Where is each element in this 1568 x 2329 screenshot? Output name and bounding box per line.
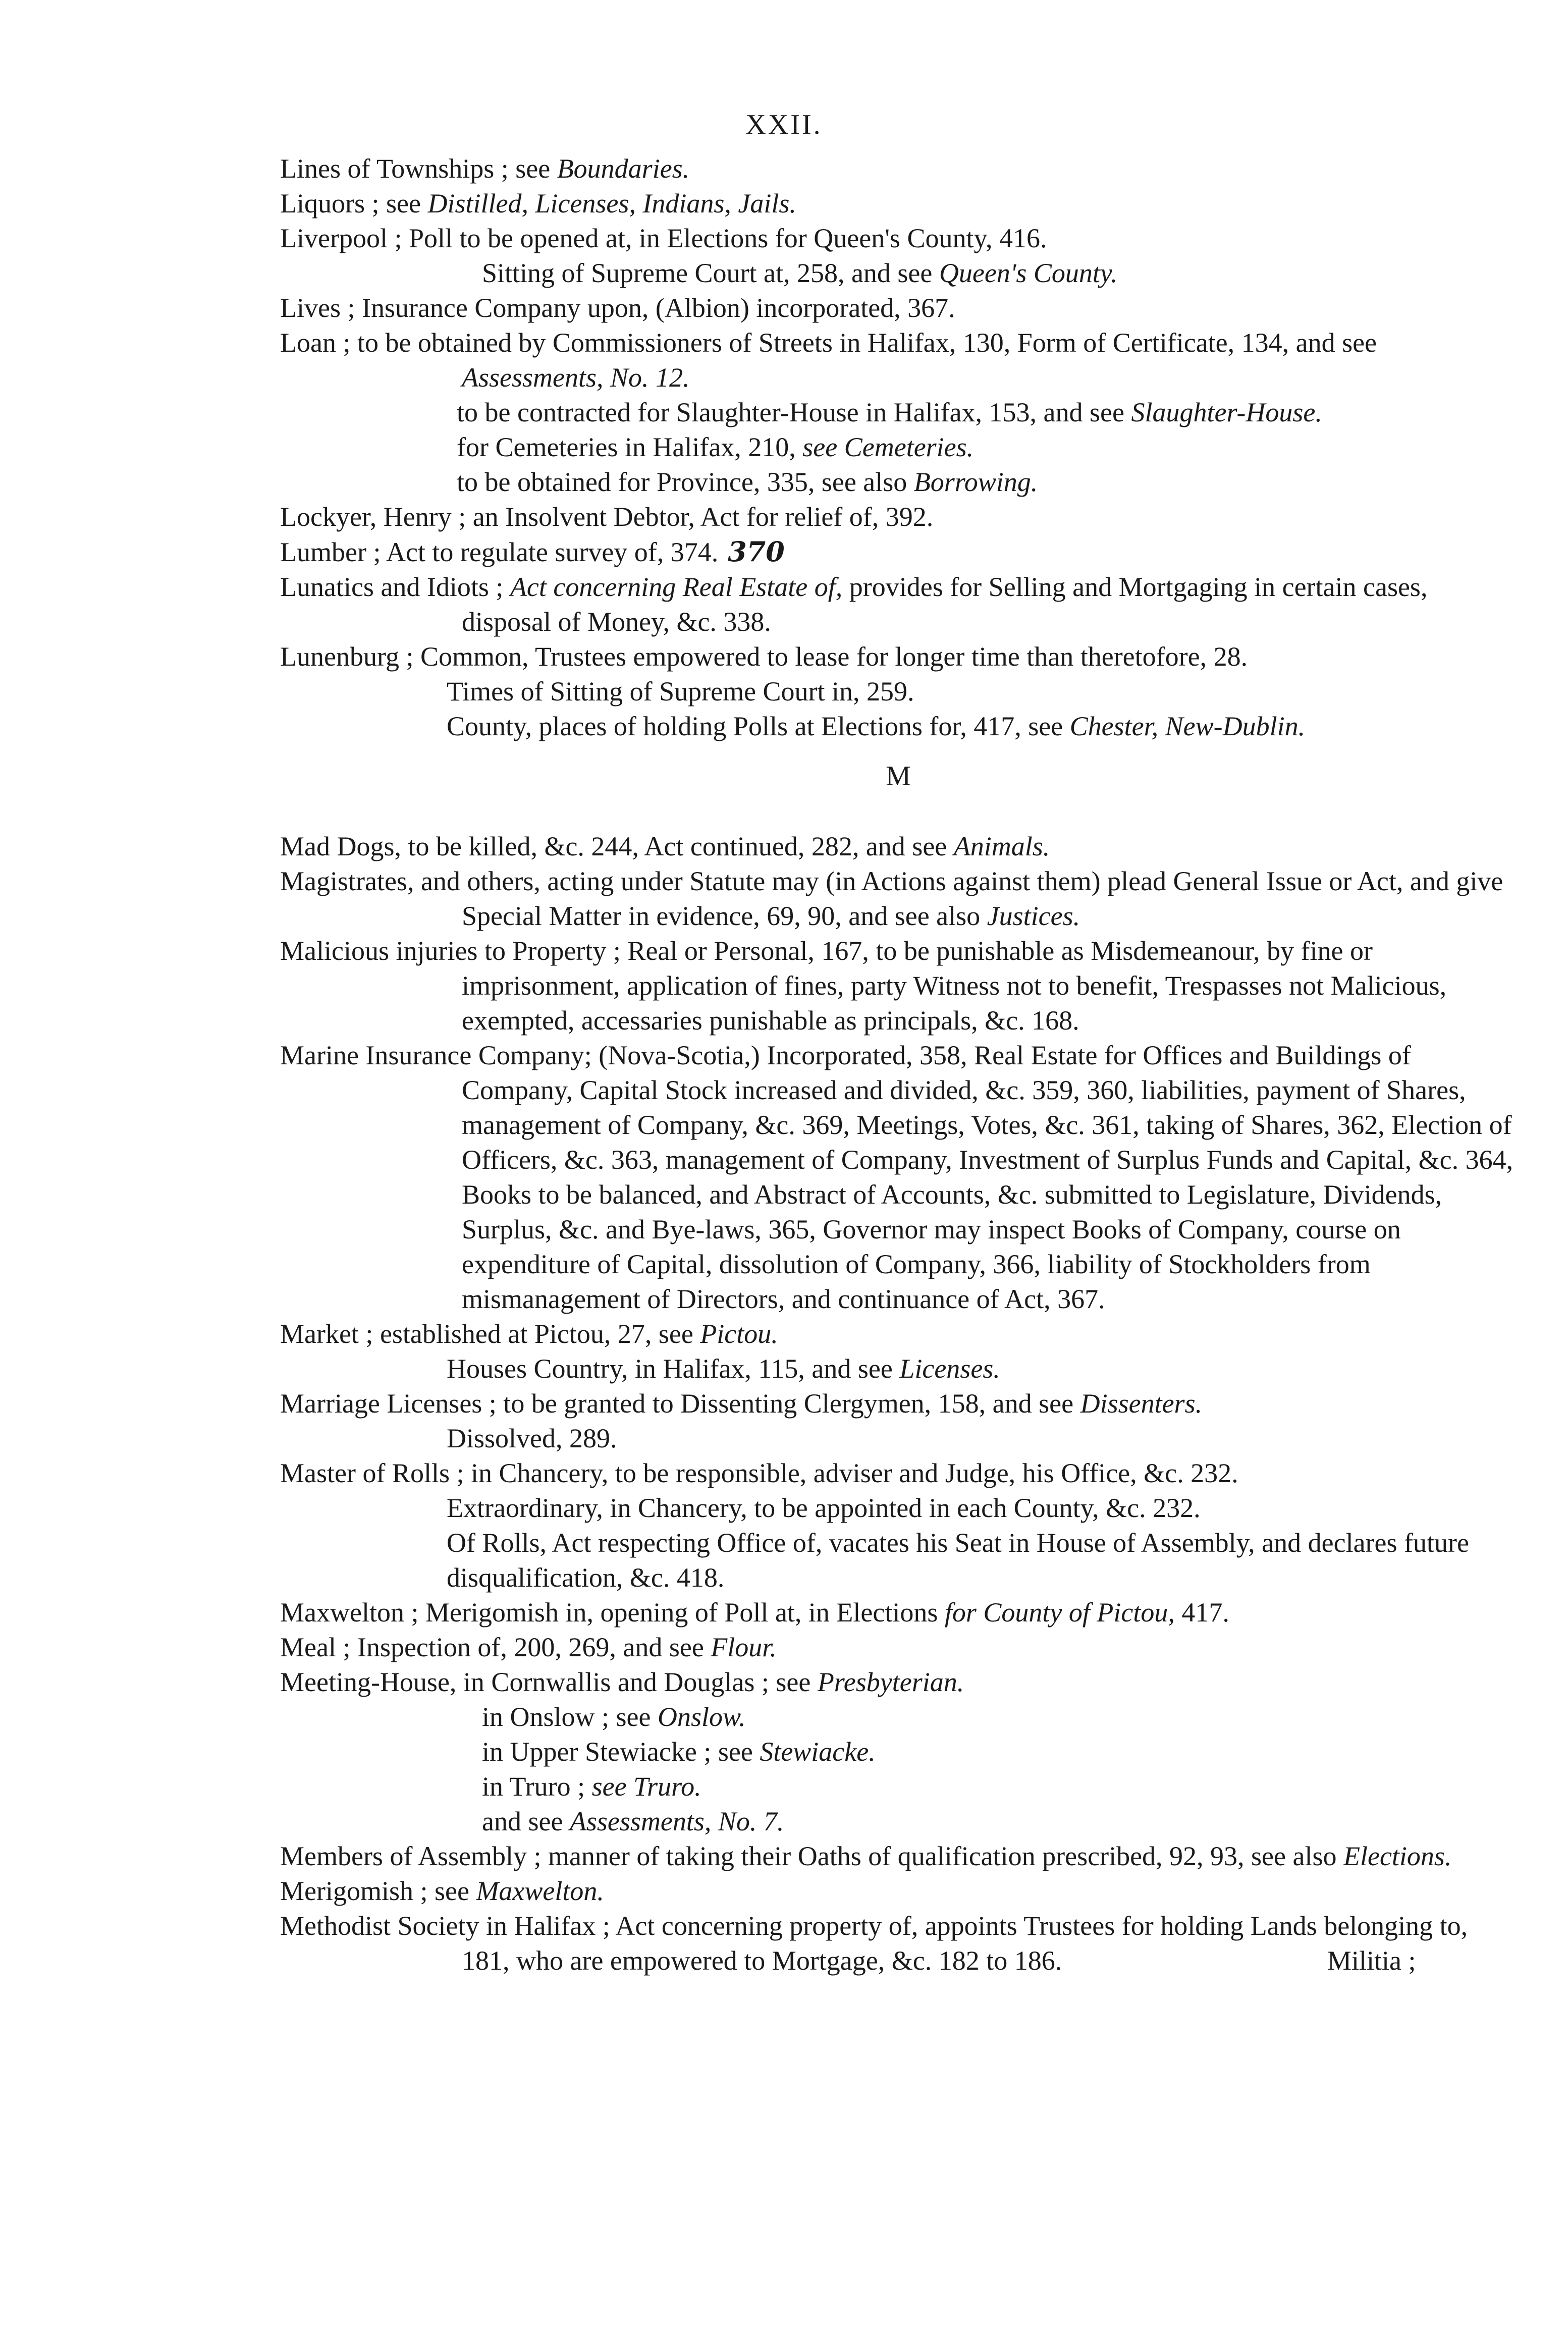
index-entry [280,1386,1517,1421]
entry-cross-reference: Borrowing. [913,467,1038,497]
index-entry [280,534,1517,570]
index-entry [280,1839,1517,1874]
entry-cross-reference: Queen's County. [939,258,1118,288]
entry-cross-reference: Animals. [953,831,1050,861]
entry-cross-reference: Stewiacke. [760,1737,876,1767]
entry-text: Sitting of Supreme Court at, 258, and see [482,258,939,288]
entry-text: Liverpool ; Poll to be opened at, in Elections for Queen's County, 416. [280,223,1047,253]
index-entry [280,256,1517,291]
index-entry [280,1351,1517,1386]
index-entry [280,395,1517,430]
entry-cross-reference: Onslow. [657,1702,746,1732]
index-entry [280,1735,1517,1769]
entry-text: to be contracted for Slaughter-House in Halifax, 153, and see [457,397,1131,427]
entry-cross-reference: Pictou. [700,1319,778,1349]
index-entry [280,1526,1517,1595]
index-entry [280,1769,1517,1804]
index-entry [280,186,1517,221]
entry-text: Marine Insurance Company; (Nova-Scotia,) Incorporated, 358, Real Estate for Offices and Buildings of Company, Capital Stock increased and divided, &c. 359, 360, liabilities, payment of Shares, management of Company, &c. 369, Meetings, Votes, &c. 361, taking of Shares, 362, Election of Officers, &c. 363, management of Company, Investment of Surplus Funds and Capital, &c. 364, Books to be balanced, and Abstract of Accounts, &c. submitted to Legislature, Dividends, Surplus, &c. and Bye-laws, 365, Governor may inspect Books of Company, course on expenditure of Capital, dissolution of Company, 366, liability of Stockholders from mismanagement of Directors, and continuance of Act, 367. [280,1040,1513,1314]
entry-text: for Cemeteries in Halifax, 210, [457,432,803,462]
entry-text: Lockyer, Henry ; an Insolvent Debtor, Act for relief of, 392. [280,502,934,532]
entry-text: Malicious injuries to Property ; Real or Personal, 167, to be punishable as Misdemeanour, by fine or imprisonment, application of fines, party Witness not to benefit, Trespasses not Malicious, exempted, accessaries punishable as principals, &c. 168. [280,936,1447,1036]
index-entry [280,465,1517,500]
index-entry [280,500,1517,534]
index-entry [280,1804,1517,1839]
entry-text: Meal ; Inspection of, 200, 269, and see [280,1632,711,1662]
entry-cross-reference: Chester, New-Dublin. [1069,711,1306,741]
entry-text: Dissolved, 289. [447,1423,617,1453]
entry-cross-reference: see Cemeteries. [802,432,974,462]
entry-text: Lunenburg ; Common, Trustees empowered to lease for longer time than theretofore, 28. [280,641,1248,672]
entry-text: and see [482,1806,570,1836]
entry-text: Extraordinary, in Chancery, to be appointed in each County, &c. 232. [447,1493,1201,1523]
entry-text: Members of Assembly ; manner of taking their Oaths of qualification prescribed, 92, 93, see also [280,1841,1343,1871]
entry-text: Lines of Townships ; see [280,153,557,184]
index-entry [280,639,1517,674]
index-entry [280,829,1517,864]
page-number: XXII. [745,109,823,140]
entry-text: Marriage Licenses ; to be granted to Dissenting Clergymen, 158, and see [280,1388,1080,1419]
index-entry [280,1595,1517,1630]
entry-text: in Onslow ; see [482,1702,658,1732]
entry-text: Of Rolls, Act respecting Office of, vacates his Seat in House of Assembly, and declares future disqualification, &c. 418. [447,1528,1469,1593]
entry-text: Mad Dogs, to be killed, &c. 244, Act continued, 282, and see [280,831,954,861]
entry-text: Liquors ; see [280,188,428,219]
entry-text: Master of Rolls ; in Chancery, to be responsible, adviser and Judge, his Office, &c. 232. [280,1458,1238,1488]
index-entry [280,1456,1517,1491]
entry-cross-reference: Maxwelton. [476,1876,604,1906]
index-entry [280,430,1517,465]
entry-text: Lives ; Insurance Company upon, (Albion) incorporated, 367. [280,293,955,323]
index-entry [280,291,1517,326]
index-entry [280,864,1517,934]
index-entry [280,570,1517,639]
entry-text: Lunatics and Idiots ; [280,572,510,602]
entry-text: in Truro ; [482,1771,592,1802]
index-entry [280,151,1517,186]
entry-cross-reference: see Truro. [591,1771,701,1802]
index-entry [280,221,1517,256]
entry-cross-reference: Presbyterian. [817,1667,964,1697]
entry-cross-reference: Distilled, Licenses, Indians, Jails. [427,188,796,219]
index-entry [280,1874,1517,1909]
entry-text: Maxwelton ; Merigomish in, opening of Poll at, in Elections [280,1597,945,1628]
entry-cross-reference: Dissenters. [1080,1388,1203,1419]
entry-text: Loan ; to be obtained by Commissioners of Streets in Halifax, 130, Form of Certificate, 134, and see [280,328,1377,358]
index-entry [280,1421,1517,1456]
entry-cross-reference: Slaughter-House. [1131,397,1322,427]
entry-text: Houses Country, in Halifax, 115, and see [447,1353,900,1384]
entry-text: to be obtained for Province, 335, see also [457,467,914,497]
index-entry [280,326,1517,395]
entry-text: Lumber ; Act to regulate survey of, 374. [280,537,719,567]
index-entry [280,1665,1517,1700]
entry-text: Magistrates, and others, acting under Statute may (in Actions against them) plead General Issue or Act, and give Special Matter in evidence, 69, 90, and see also [280,866,1503,931]
entry-text-continued: provides for Selling and Mortgaging in certain cases, disposal of Money, &c. 338. [462,572,1428,637]
index-list [280,151,1517,1978]
index-entry [280,934,1517,1038]
entry-cross-reference: Licenses. [899,1353,1000,1384]
entry-text: Methodist Society in Halifax ; Act concerning property of, appoints Trustees for holding Lands belonging to, 181, who are empowered to Mortgage, &c. 182 to 186. [280,1911,1468,1976]
entry-cross-reference: for County of Pictou, [944,1597,1175,1628]
index-entry [280,1630,1517,1665]
index-entry [280,1700,1517,1735]
index-entry [280,1491,1517,1526]
handwritten-correction: 370 [718,535,785,568]
entry-cross-reference: Justices. [987,901,1080,931]
index-entry [280,674,1517,709]
entry-text: Meeting-House, in Cornwallis and Douglas ; see [280,1667,818,1697]
entry-text: in Upper Stewiacke ; see [482,1737,760,1767]
entry-text: Market ; established at Pictou, 27, see [280,1319,700,1349]
entry-cross-reference: Act concerning Real Estate of, [510,572,843,602]
entry-text: Times of Sitting of Supreme Court in, 259. [447,676,914,707]
index-entry [280,709,1517,744]
entry-text-continued: 417. [1174,1597,1229,1628]
entry-text: County, places of holding Polls at Elections for, 417, see [447,711,1070,741]
index-entry [280,1038,1517,1317]
entry-text: Merigomish ; see [280,1876,476,1906]
entry-cross-reference: Assessments, No. 7. [569,1806,784,1836]
entry-cross-reference: Elections. [1343,1841,1452,1871]
index-entry [280,1317,1517,1351]
index-entry: Methodist Society in Halifax ; Act concerning property of, appoints Trustees for holding Lands belonging to, 181, who are empowered to Mortgage, &c. 182 to 186. Militia ; [280,1911,1468,1976]
entry-cross-reference: Assessments, No. 12. [462,362,690,393]
entry-cross-reference: Flour. [711,1632,777,1662]
entry-cross-reference: Boundaries. [557,153,690,184]
section-letter: M [886,761,911,792]
